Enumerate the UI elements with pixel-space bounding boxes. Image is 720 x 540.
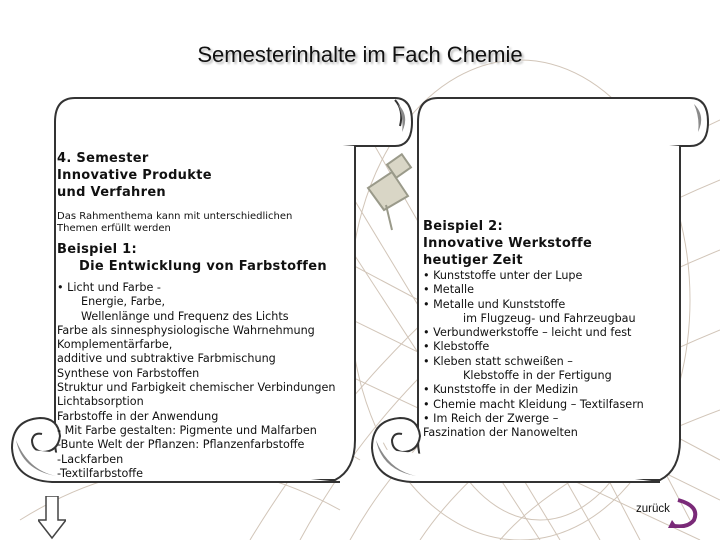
list-item: Lichtabsorption	[57, 395, 144, 409]
list-item: • Kunststoffe in der Medizin	[423, 383, 579, 397]
back-link[interactable]	[628, 498, 698, 528]
list-item: • Kleben statt schweißen –	[423, 354, 573, 368]
topic-note-line-1: Das Rahmenthema kann mit unterschiedlichen	[57, 211, 293, 222]
list-item: Klebstoffe in der Fertigung	[463, 369, 612, 383]
example-2-title-line-2: heutiger Zeit	[423, 253, 523, 268]
page-title: Semesterinhalte im Fach Chemie	[197, 42, 523, 67]
example-1-title: Die Entwicklung von Farbstoffen	[79, 259, 327, 274]
list-item: Synthese von Farbstoffen	[57, 366, 200, 380]
list-item: -Bunte Welt der Pflanzen: Pflanzenfarbstoffe	[57, 438, 305, 452]
semester-heading-line-1: 4. Semester	[57, 151, 149, 166]
list-item: • Im Reich der Zwerge –	[423, 411, 559, 425]
topic-note-line-2: Themen erfüllt werden	[57, 223, 171, 234]
list-item: Energie, Farbe,	[81, 295, 166, 309]
list-item: Faszination der Nanowelten	[423, 426, 578, 440]
down-arrow-icon[interactable]	[38, 496, 66, 540]
list-item: Struktur und Farbigkeit chemischer Verbindungen	[57, 381, 336, 395]
list-item: im Flugzeug- und Fahrzeugbau	[463, 311, 636, 325]
list-item: Farbstoffe in der Anwendung	[57, 409, 219, 423]
list-item: • Licht und Farbe -	[57, 281, 161, 294]
list-item: -Textilfarbstoffe	[57, 466, 143, 480]
list-item: additive und subtraktive Farbmischung	[57, 352, 276, 366]
example-2-label: Beispiel 2:	[423, 219, 504, 234]
list-item: • Verbundwerkstoffe – leicht und fest	[423, 326, 632, 340]
return-arrow-icon	[628, 496, 698, 528]
list-item: • Metalle	[423, 283, 475, 297]
list-item: • Klebstoffe	[423, 340, 490, 354]
list-item: • Chemie macht Kleidung – Textilfasern	[423, 397, 644, 411]
back-link-label: zurück	[636, 503, 670, 515]
list-item: • Metalle und Kunststoffe	[423, 297, 566, 311]
list-item: - Mit Farbe gestalten: Pigmente und Malfarben	[57, 423, 317, 437]
list-item: • Kunststoffe unter der Lupe	[423, 269, 583, 282]
semester-heading-line-2: Innovative Produkte	[57, 168, 212, 183]
list-item: -Lackfarben	[57, 452, 124, 466]
example-1-label: Beispiel 1:	[57, 242, 138, 257]
list-item: Wellenlänge und Frequenz des Lichts	[81, 309, 289, 323]
example-2-title-line-1: Innovative Werkstoffe	[423, 236, 593, 251]
list-item: Farbe als sinnesphysiologische Wahrnehmung	[57, 323, 315, 337]
left-scroll-content	[57, 150, 357, 481]
list-item: Komplementärfarbe,	[57, 338, 173, 352]
semester-heading-line-3: und Verfahren	[57, 185, 166, 200]
right-scroll-content	[423, 218, 683, 441]
